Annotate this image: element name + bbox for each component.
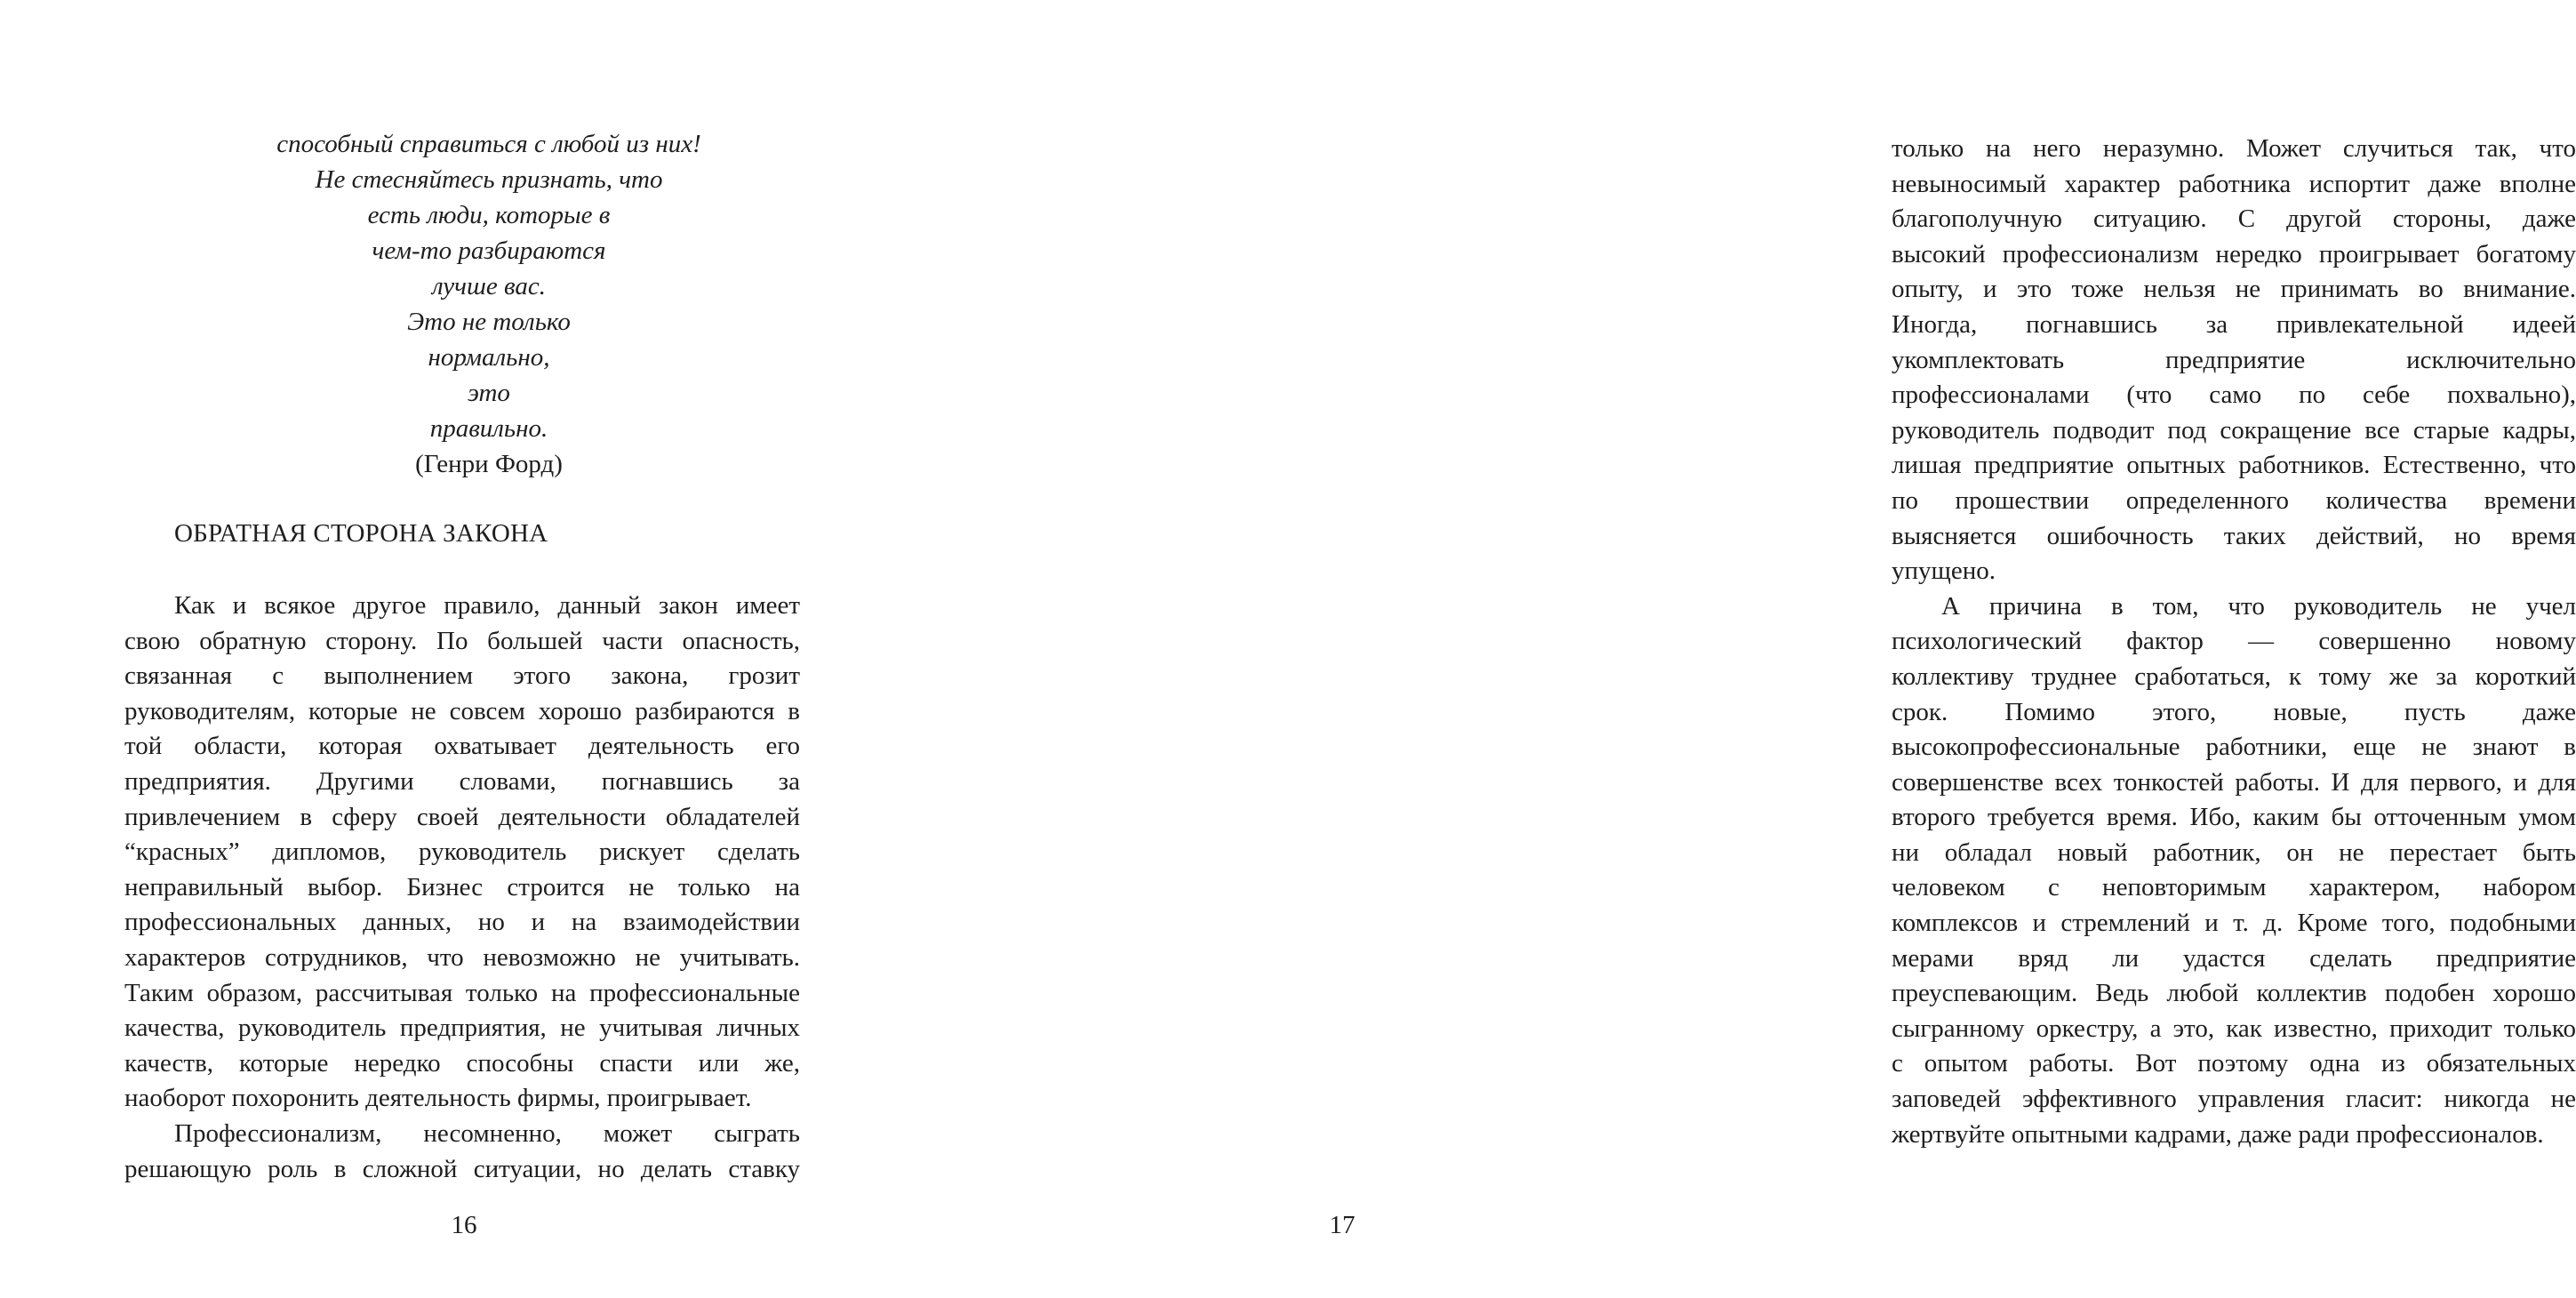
text-line: неправильный выбор. Бизнес строится не только на <box>124 872 800 901</box>
text-line: предприятия. Другими словами, погнавшись за <box>124 766 800 796</box>
epigraph-line: способный справиться с любой из них! <box>276 130 701 158</box>
text-line: выясняется ошибочность таких действий, но время <box>1892 521 2576 550</box>
page-number: 16 <box>451 1211 477 1239</box>
text-line: благополучную ситуацию. С другой стороны, даже <box>1892 204 2576 234</box>
text-line: решающую роль в сложной ситуации, но делать ставку <box>124 1154 800 1183</box>
text-line: только на него неразумно. Может случиться так, что <box>1892 134 2576 163</box>
text-line: срок. Помимо этого, новые, пусть даже <box>1892 697 2576 726</box>
text-line: по прошествии определенного количества времени <box>1892 485 2576 515</box>
text-line: упущено. <box>1892 557 1996 586</box>
text-line: той области, которая охватывает деятельность его <box>124 732 800 761</box>
text-line: Профессионализм, несомненно, может сыграть <box>174 1118 800 1148</box>
right-body-text <box>1892 132 2576 1152</box>
epigraph-line: Это не только <box>407 308 571 336</box>
epigraph-line: правильно. <box>429 414 548 443</box>
text-line: высокий профессионализм нередко проигрывает богатому <box>1892 239 2576 268</box>
text-line: руководитель подводит под сокращение все старые кадры, <box>1892 415 2576 445</box>
page-number: 17 <box>1329 1211 1356 1239</box>
text-line: Таким образом, рассчитывая только на профессиональные <box>124 978 800 1007</box>
text-line: совершенстве всех тонкостей работы. И для первого, и для <box>1892 767 2576 797</box>
text-line: сыгранному оркестру, а это, как известно, приходит только <box>1892 1014 2576 1043</box>
text-line: привлечением в сферу своей деятельности обладателей <box>124 802 800 831</box>
text-line: опыту, и это тоже нельзя не принимать во внимание. <box>1892 275 2576 304</box>
text-line: преуспевающим. Ведь любой коллектив подобен хорошо <box>1892 979 2576 1008</box>
text-line: коллективу труднее сработаться, к тому же за короткий <box>1892 661 2576 691</box>
text-line: лишая предприятие опытных работников. Естественно, что <box>1892 451 2576 480</box>
epigraph-line: чем-то разбираются <box>372 236 606 265</box>
epigraph-line: это <box>468 379 510 407</box>
text-line: “красных” дипломов, руководитель рискует сделать <box>124 837 800 867</box>
text-line: второго требуется время. Ибо, каким бы отточенным умом <box>1892 803 2576 832</box>
epigraph-line: Не стесняйтесь признать, что <box>315 165 663 194</box>
text-line: качеств, которые нередко способны спасти или же, <box>124 1048 800 1078</box>
epigraph-line: есть люди, которые в <box>367 201 611 229</box>
text-line: связанная с выполнением этого закона, грозит <box>124 661 800 691</box>
left-page <box>0 0 889 1298</box>
text-line: наоборот похоронить деятельность фирмы, проигрывает. <box>124 1084 752 1113</box>
epigraph-line: нормально, <box>428 343 550 372</box>
text-line: Как и всякое другое правило, данный закон имеет <box>174 591 800 620</box>
text-line: ни обладал новый работник, он не перестает быть <box>1892 837 2576 867</box>
text-line: руководителям, которые не совсем хорошо разбираются в <box>124 696 800 725</box>
text-line: профессиональных данных, но и на взаимодействии <box>124 908 800 937</box>
epigraph <box>160 126 818 482</box>
text-line: заповедей эффективного управления гласит: никогда не <box>1892 1085 2576 1114</box>
text-line: комплексов и стремлений и т. д. Кроме того, подобными <box>1892 909 2576 938</box>
text-line: невыносимый характер работника испортит даже вполне <box>1892 169 2576 198</box>
text-line: характеров сотрудников, что невозможно не учитывать. <box>124 942 800 972</box>
right-page <box>889 0 2576 1298</box>
text-line: профессионалами (что само по себе похвально), <box>1892 381 2576 410</box>
text-line: Иногда, погнавшись за привлекательной идеей <box>1892 309 2576 339</box>
text-line: А причина в том, что руководитель не учел <box>1941 591 2576 621</box>
epigraph-attribution: (Генри Форд) <box>415 450 563 478</box>
left-body-text <box>124 589 800 1187</box>
text-line: человеком с неповторимым характером, набором <box>1892 873 2576 902</box>
text-line: психологический фактор — совершенно новому <box>1892 627 2576 656</box>
text-line: с опытом работы. Вот поэтому одна из обязательных <box>1892 1049 2576 1078</box>
text-line: мерами вряд ли удастся сделать предприятие <box>1892 943 2576 973</box>
text-line: укомплектовать предприятие исключительно <box>1892 345 2576 374</box>
epigraph-line: лучше вас. <box>432 272 546 300</box>
text-line: качества, руководитель предприятия, не учитывая личных <box>124 1014 800 1043</box>
section-heading: ОБРАТНАЯ СТОРОНА ЗАКОНА <box>174 519 548 548</box>
text-line: высокопрофессиональные работники, еще не знают в <box>1892 733 2576 762</box>
text-line: свою обратную сторону. По большей части опасность, <box>124 626 800 655</box>
text-line: жертвуйте опытными кадрами, даже ради профессионалов. <box>1892 1119 2544 1149</box>
